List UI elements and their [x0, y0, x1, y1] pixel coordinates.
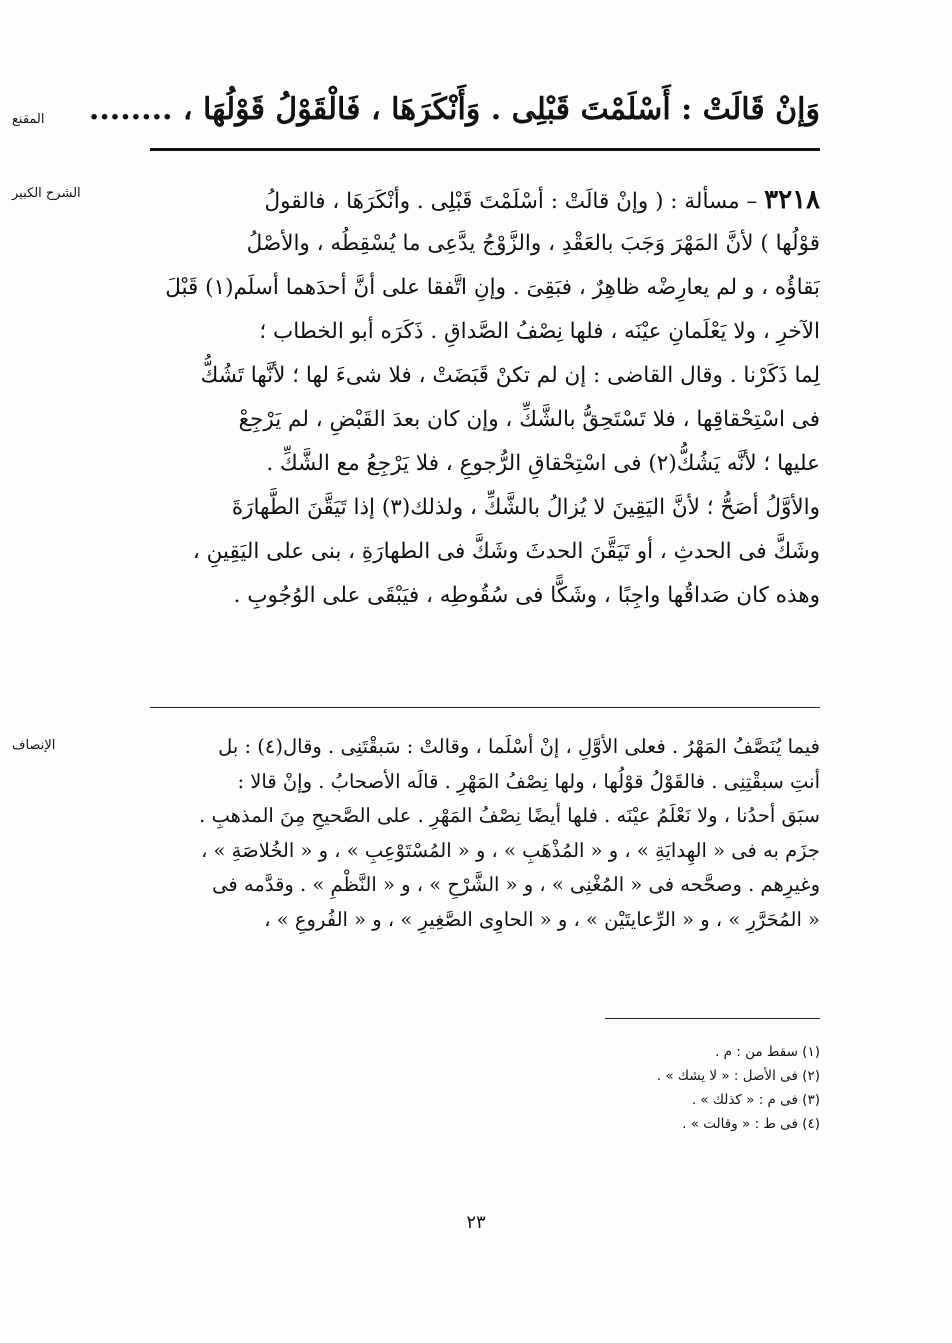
- sharh-line: الآخرِ ، ولا يَعْلَمانِ عيْنَه ، فلها نِصْفُ الصَّداقِ . ذَكَرَه أبو الخطاب ؛: [259, 319, 820, 344]
- sharh-line: والأوَّلُ أصَحُّ ؛ لأنَّ اليَقِينَ لا يُزالُ بالشَّكِّ ، ولذلك(٣) إذا تَيَقَّنَ الطَّهارَةَ: [231, 495, 820, 520]
- footnote: (٤) فى ط : « وقالت » .: [682, 1116, 820, 1132]
- section-divider-thin: [150, 707, 820, 708]
- footnotes: [450, 1040, 820, 1136]
- sharh-line: عليها ؛ لأنَّه يَشُكُّ(٢) فى اسْتِحْقاقِ الرُّجوعِ ، فلا يَرْجِعُ مع الشَّكِّ .: [266, 451, 820, 476]
- insaf-line: « المُحَرَّرِ » ، و « الرِّعايتَيْن » ، و « الحاوِى الصَّغِيرِ » ، و « الفُروعِ » ،: [264, 907, 820, 931]
- insaf-line: وغيرِهم . وصحَّحه فى « المُغْنِى » ، و « الشَّرْحِ » ، و « النَّظْمِ » . وقدَّمه فى: [212, 873, 820, 896]
- section-divider-thick: [150, 148, 820, 151]
- sharh-line: وشَكَّ فى الحدثِ ، أو تَيَقَّنَ الحدثَ وشَكَّ فى الطهارَةِ ، بنى على اليَقِينِ ،: [192, 539, 820, 564]
- sharh-line: وهذه كان صَداقُها واجِبًا ، وشَكًّا فى سُقُوطِه ، فيَبْقَى على الوُجُوبِ .: [233, 583, 820, 608]
- footnote: (١) سقط من : م .: [715, 1044, 820, 1060]
- sharh-line: ٣٢١٨ – مسألة : ( وإنْ قالَتْ : أسْلَمْتَ قَبْلِى . وأنْكَرَهَا ، فالقولُ: [264, 185, 820, 215]
- issue-number: ٣٢١٨: [764, 185, 820, 215]
- page-number: ٢٣: [466, 1212, 486, 1233]
- insaf-line: جزَم به فى « الهِدايَةِ » ، و « المُذْهَبِ » ، و « المُسْتَوْعِبِ » ، و « الخُلاصَةِ » ،: [201, 838, 820, 862]
- label-insaf: الإنصاف: [12, 738, 56, 753]
- insaf-line: أنتِ سبقْتِنِى . فالقَوْلُ قوْلُها ، ولها نِصْفُ المَهْرِ . قالَه الأصحابُ . وإنْ قالا :: [237, 769, 820, 793]
- label-muqni: المقنع: [12, 112, 45, 127]
- sharh-line: قوْلُها ) لأنَّ المَهْرَ وَجَبَ بالعَقْدِ ، والزَّوْجُ يدَّعِى ما يُسْقِطُه ، والأصْلُ: [246, 231, 820, 256]
- footnote: (٣) فى م : « كذلك » .: [691, 1092, 820, 1108]
- footnote: (٢) فى الأصل : « لا يشك » .: [656, 1068, 820, 1084]
- insaf-line: سبَق أحدُنا ، ولا نَعْلَمُ عيْنَه . فلها أيضًا نِصْفُ المَهْرِ . على الصَّحيحِ مِنَ المذهبِ .: [199, 804, 820, 827]
- insaf-text: [150, 730, 820, 937]
- footnote-divider: [605, 1018, 820, 1019]
- label-sharh: الشرح الكبير: [12, 186, 81, 201]
- insaf-line: فيما يُنَصَّفُ المَهْرُ . فعلى الأوَّلِ ، إنْ أسْلَما ، وقالتْ : سَبقْتَنِى . وقال(٤) : بل: [218, 735, 820, 758]
- sharh-line: بَقاؤُه ، و لم يعارِضْه ظاهِرٌ ، فبَقِىَ . وإنِ اتَّفقا على أنَّ أحدَهما أسلَم(١) قَبْلَ: [165, 275, 820, 300]
- sharh-line: فى اسْتِحْقاقِها ، فلا تَسْتَحِقُّ بالشَّكِّ ، وإن كان بعدَ القَبْضِ ، لم يَرْجِعْ: [238, 407, 820, 432]
- muqni-text: وَإنْ قَالَتْ : أَسْلَمْتَ قَبْلِى . وَأَنْكَرَهَا ، فَالْقَوْلُ قَوْلُهَا ، ........: [88, 92, 820, 127]
- sharh-line: لِما ذَكَرْنا . وقال القاضى : إن لم تكنْ قَبَضَتْ ، فلا شىءَ لها ؛ لأنَّها تَشُكُّ: [200, 363, 820, 388]
- sharh-text: [150, 178, 820, 618]
